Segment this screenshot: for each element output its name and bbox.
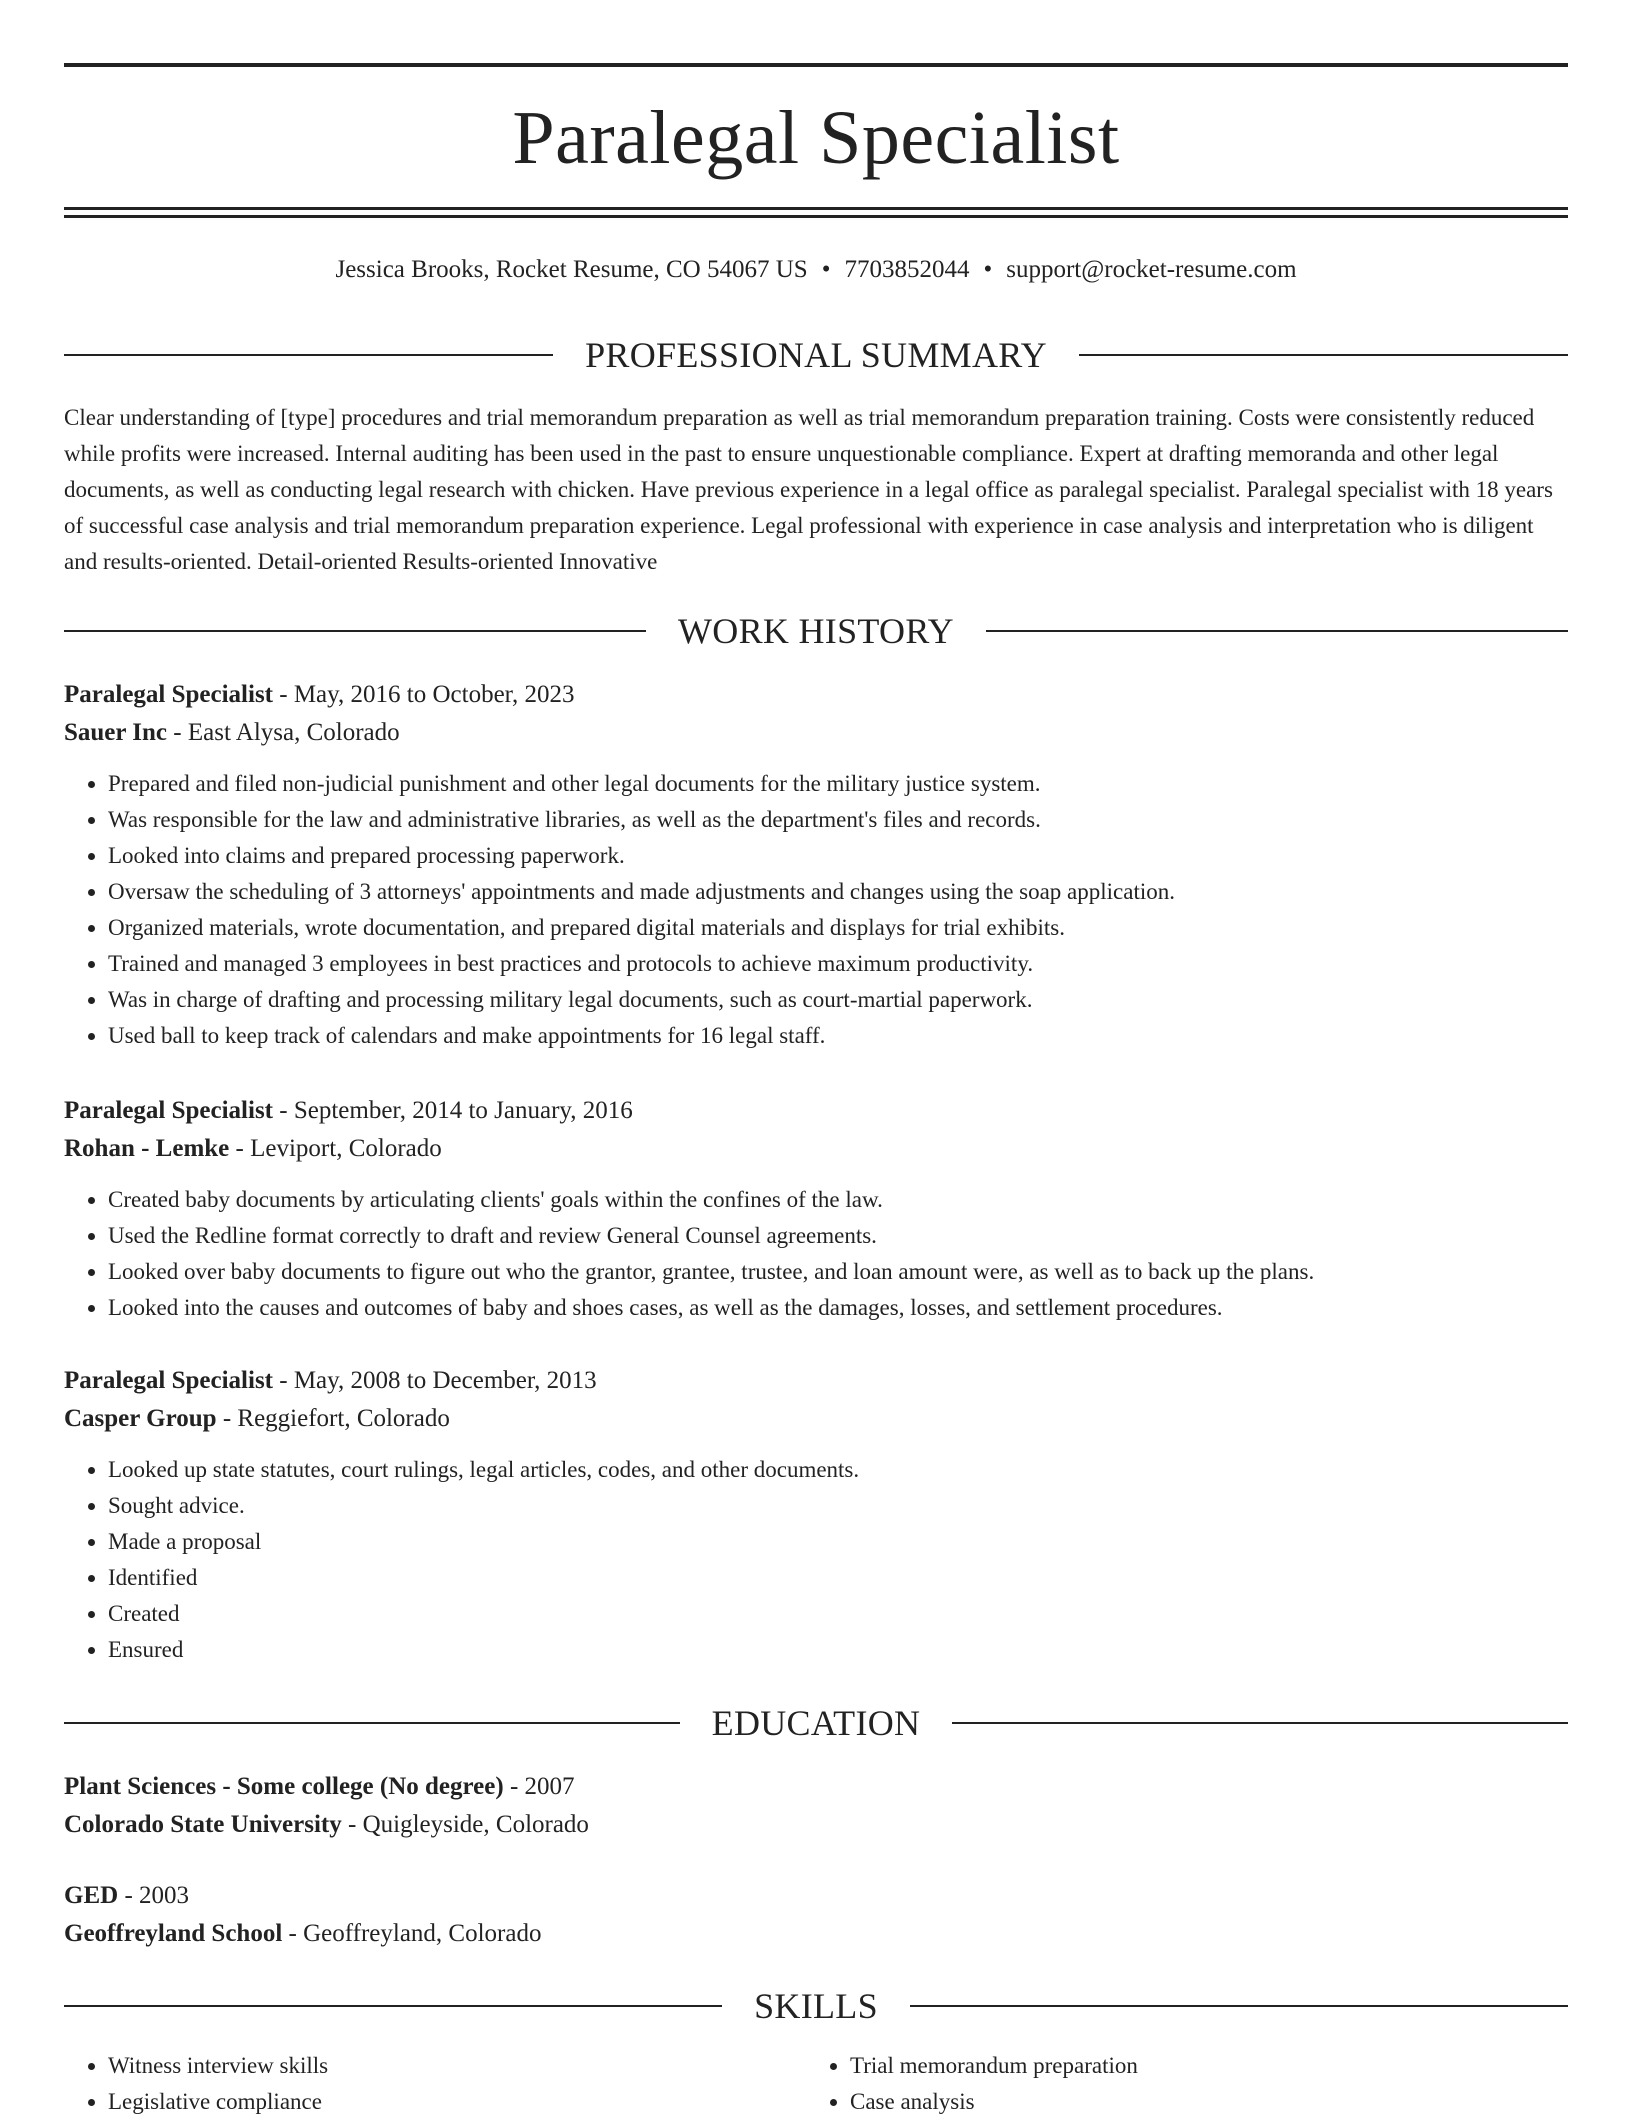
summary-paragraph: Clear understanding of [type] procedures and trial memorandum preparation as well as trial memorandum preparation training. Costs were consistently reduced while profits were increased. Internal auditing has been used in the past to ensure unquestionable compliance. Expert at drafting memoranda and other legal documents, as well as conducting legal research with chicken. Have previous experience in a legal office as paralegal specialist. Paralegal specialist with 18 years of successful case analysis and trial memorandum preparation experience. Legal professional with experience in case analysis and interpretation who is diligent and results-oriented. Detail-oriented Results-oriented Innovative (64, 405, 1553, 574)
skill-item: • Legislative compliance (108, 2084, 806, 2120)
section-rule (910, 2005, 1568, 2007)
degree-line (64, 1877, 1568, 1915)
skill-item: • Case analysis (850, 2084, 1548, 2120)
section-header-summary (64, 333, 1568, 377)
list-item: • Oversaw the scheduling of 3 attorneys' appointments and made adjustments and changes using the soap application. (108, 874, 1568, 910)
job-company: Sauer Inc (64, 719, 168, 746)
school-line (64, 1806, 1568, 1844)
skills-right-column (806, 2048, 1548, 2120)
job-company-line (64, 714, 1568, 752)
list-item: • Ensured (108, 1632, 1568, 1668)
section-rule (64, 1722, 680, 1724)
list-item: • Looked into claims and prepared processing paperwork. (108, 838, 1568, 874)
section-title: SKILLS (754, 1986, 878, 2026)
job-company: Casper Group (64, 1405, 217, 1432)
degree-line (64, 1768, 1568, 1806)
job-company-line (64, 1130, 1568, 1168)
list-item: • Trained and managed 3 employees in best practices and protocols to achieve maximum productivity. (108, 946, 1568, 982)
list-item: • Looked up state statutes, court rulings, legal articles, codes, and other documents. (108, 1452, 1568, 1488)
degree: GED (64, 1882, 119, 1909)
job-title: Paralegal Specialist (64, 1367, 273, 1394)
job-location: - Reggiefort, Colorado (216, 1405, 450, 1432)
school: Colorado State University (64, 1811, 342, 1838)
section-header-work (64, 609, 1568, 653)
job-entry (64, 1362, 1568, 1668)
job-bullets (64, 1182, 1568, 1326)
list-item: • Looked over baby documents to figure out who the grantor, grantee, trustee, and loan amount were, as well as to back up the plans. (108, 1254, 1568, 1290)
contact-line (64, 253, 1568, 287)
job-entry (64, 676, 1568, 1054)
title-rule-lower (64, 215, 1568, 218)
job-title-line (64, 676, 1568, 714)
skills-left-column (64, 2048, 806, 2120)
job-title: Paralegal Specialist (64, 1097, 273, 1124)
school-line (64, 1915, 1568, 1953)
job-location: - East Alysa, Colorado (167, 719, 400, 746)
job-company-line (64, 1400, 1568, 1438)
section-header-education (64, 1701, 1568, 1745)
section-title: EDUCATION (711, 1703, 921, 1743)
education-entry (64, 1768, 1568, 1844)
section-title: PROFESSIONAL SUMMARY (585, 335, 1047, 375)
contact-email: support@rocket-resume.com (1006, 256, 1297, 283)
list-item: • Organized materials, wrote documentation, and prepared digital materials and displays for trial exhibits. (108, 910, 1568, 946)
list-item: • Created baby documents by articulating clients' goals within the confines of the law. (108, 1182, 1568, 1218)
job-location: - Leviport, Colorado (229, 1135, 442, 1162)
section-rule (64, 354, 553, 356)
skills-columns (64, 2048, 1568, 2120)
list-item: • Used ball to keep track of calendars and make appointments for 16 legal staff. (108, 1018, 1568, 1054)
section-rule (64, 2005, 722, 2007)
list-item: • Was responsible for the law and administrative libraries, as well as the department's files and records. (108, 802, 1568, 838)
job-title-line (64, 1362, 1568, 1400)
list-item: • Made a proposal (108, 1524, 1568, 1560)
skill-item: • Witness interview skills (108, 2048, 806, 2084)
degree-year: - 2007 (503, 1773, 575, 1800)
title-rule-upper (64, 207, 1568, 210)
job-title: Paralegal Specialist (64, 681, 273, 708)
list-item: • Was in charge of drafting and processing military legal documents, such as court-martial paperwork. (108, 982, 1568, 1018)
contact-separator: • (821, 256, 831, 283)
contact-phone: 7703852044 (844, 256, 970, 283)
skill-item: • Trial memorandum preparation (850, 2048, 1548, 2084)
resume-title: Paralegal Specialist (512, 96, 1120, 180)
section-rule (952, 1722, 1568, 1724)
section-rule (986, 630, 1568, 632)
school: Geoffreyland School (64, 1920, 283, 1947)
education-entry (64, 1877, 1568, 1953)
job-title-line (64, 1092, 1568, 1130)
job-company: Rohan - Lemke (64, 1135, 230, 1162)
section-rule (1079, 354, 1568, 356)
list-item: • Used the Redline format correctly to draft and review General Counsel agreements. (108, 1218, 1568, 1254)
section-rule (64, 630, 646, 632)
job-entry (64, 1092, 1568, 1326)
school-location: - Quigleyside, Colorado (341, 1811, 589, 1838)
job-bullets (64, 1452, 1568, 1668)
list-item: • Sought advice. (108, 1488, 1568, 1524)
contact-address: Jessica Brooks, Rocket Resume, CO 54067 US (335, 256, 808, 283)
section-title: WORK HISTORY (678, 611, 954, 651)
list-item: • Looked into the causes and outcomes of baby and shoes cases, as well as the damages, losses, and settlement procedures. (108, 1290, 1568, 1326)
job-dates: - May, 2008 to December, 2013 (273, 1367, 597, 1394)
degree-year: - 2003 (118, 1882, 190, 1909)
job-bullets (64, 766, 1568, 1054)
section-header-skills (64, 1984, 1568, 2028)
degree: Plant Sciences - Some college (No degree) (64, 1773, 504, 1800)
list-item: • Identified (108, 1560, 1568, 1596)
list-item: • Prepared and filed non-judicial punishment and other legal documents for the military justice system. (108, 766, 1568, 802)
job-dates: - May, 2016 to October, 2023 (273, 681, 575, 708)
list-item: • Created (108, 1596, 1568, 1632)
job-dates: - September, 2014 to January, 2016 (273, 1097, 633, 1124)
top-rule (64, 63, 1568, 67)
contact-separator: • (983, 256, 993, 283)
school-location: - Geoffreyland, Colorado (282, 1920, 542, 1947)
